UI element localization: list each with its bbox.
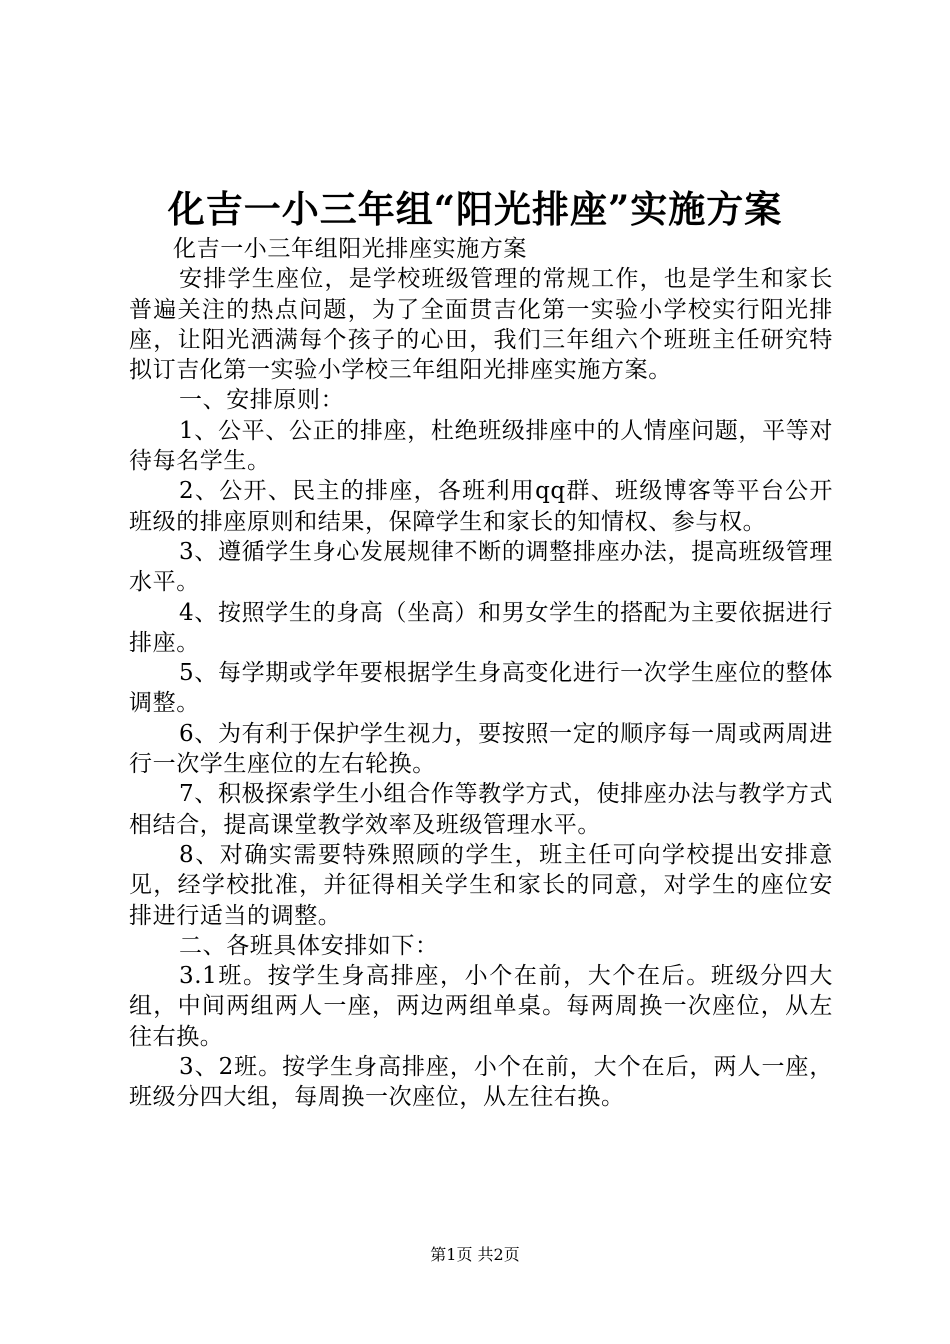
section-heading-class-arrangements: 二、各班具体安排如下： bbox=[179, 932, 439, 959]
principle-item-3: 3、遵循学生身心发展规律不断的调整排座办法，提高班级管理水平。 bbox=[129, 538, 833, 596]
principle-item-6: 6、为有利于保护学生视力，要按照一定的顺序每一周或两周进行一次学生座位的左右轮换。 bbox=[129, 720, 833, 778]
paragraph-intro: 安排学生座位，是学校班级管理的常规工作，也是学生和家长普遍关注的热点问题，为了全面贯吉化第一实验小学校实行阳光排座，让阳光洒满每个孩子的心田，我们三年组六个班班主任研究特拟订吉化第一实验小学校三年组阳光排座实施方案。 bbox=[129, 266, 833, 384]
class-arrangement-3-1: 3.1班。按学生身高排座，小个在前，大个在后。班级分四大组，中间两组两人一座，两边两组单桌。每两周换一次座位，从左往右换。 bbox=[129, 963, 833, 1050]
principle-item-7: 7、积极探索学生小组合作等教学方式，使排座办法与教学方式相结合，提高课堂教学效率及班级管理水平。 bbox=[129, 781, 833, 838]
principle-item-2: 2、公开、民主的排座，各班利用qq群、班级博客等平台公开班级的排座原则和结果，保障学生和家长的知情权、参与权。 bbox=[129, 478, 833, 535]
principle-item-1: 1、公平、公正的排座，杜绝班级排座中的人情座问题，平等对待每名学生。 bbox=[129, 417, 833, 475]
section-heading-principles: 一、安排原则： bbox=[179, 387, 345, 414]
document-title: 化吉一小三年组“阳光排座”实施方案 bbox=[167, 187, 783, 231]
principle-item-5: 5、每学期或学年要根据学生身高变化进行一次学生座位的整体调整。 bbox=[129, 660, 833, 717]
page-footer: 第1页 共2页 bbox=[430, 1245, 520, 1264]
class-arrangement-3-2: 3、2班。按学生身高排座，小个在前，大个在后，两人一座，班级分四大组，每周换一次座位，从左往右换。 bbox=[129, 1054, 833, 1111]
document-subtitle: 化吉一小三年组阳光排座实施方案 bbox=[173, 236, 527, 262]
principle-item-8: 8、对确实需要特殊照顾的学生，班主任可向学校提出安排意见，经学校批准，并征得相关学生和家长的同意，对学生的座位安排进行适当的调整。 bbox=[129, 841, 833, 929]
principle-item-4: 4、按照学生的身高（坐高）和男女学生的搭配为主要依据进行排座。 bbox=[129, 599, 833, 656]
document-body bbox=[129, 234, 833, 1113]
